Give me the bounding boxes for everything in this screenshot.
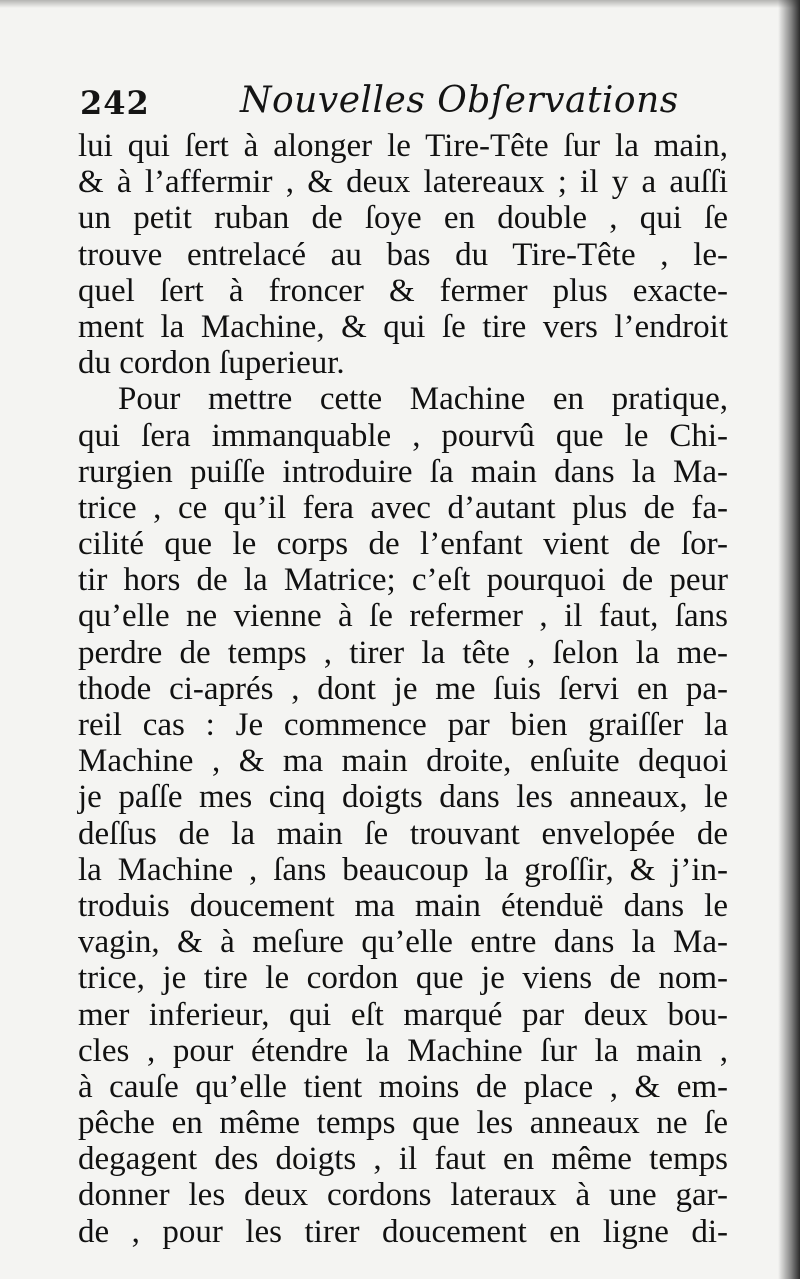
page-header — [80, 80, 720, 130]
text-line: trice, je tire le cordon que je viens de nom- — [78, 960, 728, 997]
text-line: cilité que le corps de l’enfant vient de ſor- — [78, 526, 728, 563]
text-line: degagent des doigts , il faut en même temps — [78, 1141, 728, 1178]
text-line: je paſſe mes cinq doigts dans les anneaux, le — [78, 779, 728, 816]
text-line: un petit ruban de ſoye en double , qui ſe — [78, 200, 728, 237]
text-line: quel ſert à froncer & fermer plus exacte- — [78, 272, 728, 309]
text-line: thode ci-aprés , dont je me ſuis ſervi en pa- — [78, 670, 728, 707]
text-line: à cauſe qu’elle tient moins de place , & em- — [78, 1068, 728, 1105]
text-line: Machine , & ma main droite, enſuite dequoi — [78, 743, 728, 780]
text-line: vagin, & à meſure qu’elle entre dans la Ma- — [78, 924, 728, 961]
text-line: rurgien puiſſe introduire ſa main dans la Ma- — [78, 453, 728, 490]
text-line: de , pour les tirer doucement en ligne di- — [78, 1213, 728, 1250]
body-text — [78, 128, 728, 1250]
page-number: 242 — [80, 84, 150, 122]
text-line: qu’elle ne vienne à ſe refermer , il faut, ſans — [78, 598, 728, 635]
text-line: mer inferieur, qui eſt marqué par deux bou- — [78, 996, 728, 1033]
page-top-edge — [0, 0, 800, 8]
text-line: deſſus de la main ſe trouvant envelopée de — [78, 815, 728, 852]
text-line: cles , pour étendre la Machine ſur la main , — [78, 1032, 728, 1069]
text-line: la Machine , ſans beaucoup la groſſir, & j’in- — [78, 851, 728, 888]
text-line: troduis doucement ma main étenduë dans le — [78, 887, 728, 924]
text-line: & à l’affermir , & deux latereaux ; il y a auſſi — [78, 164, 728, 201]
text-line: qui ſera immanquable , pourvû que le Chi- — [78, 417, 728, 454]
text-line: lui qui ſert à alonger le Tire-Tête ſur la main, — [78, 128, 728, 164]
text-line: donner les deux cordons lateraux à une gar- — [78, 1177, 728, 1214]
text-line: du cordon ſuperieur. — [78, 345, 345, 382]
text-line: ment la Machine, & qui ſe tire vers l’endroit — [78, 308, 728, 345]
text-line: reil cas : Je commence par bien graiſſer la — [78, 707, 728, 743]
text-line: trice , ce qu’il fera avec d’autant plus de fa- — [78, 489, 728, 526]
text-line: pêche en même temps que les anneaux ne ſe — [78, 1105, 728, 1142]
text-line: trouve entrelacé au bas du Tire-Tête , le- — [78, 236, 728, 273]
text-line: tir hors de la Matrice; c’eſt pourquoi de peur — [78, 562, 728, 599]
spine-shadow — [778, 0, 800, 1279]
text-line: perdre de temps , tirer la tête , ſelon la me- — [78, 634, 728, 671]
running-head: Nouvelles Obſervations — [240, 80, 679, 121]
paragraph-first-line: Pour mettre cette Machine en pratique, — [118, 381, 728, 418]
